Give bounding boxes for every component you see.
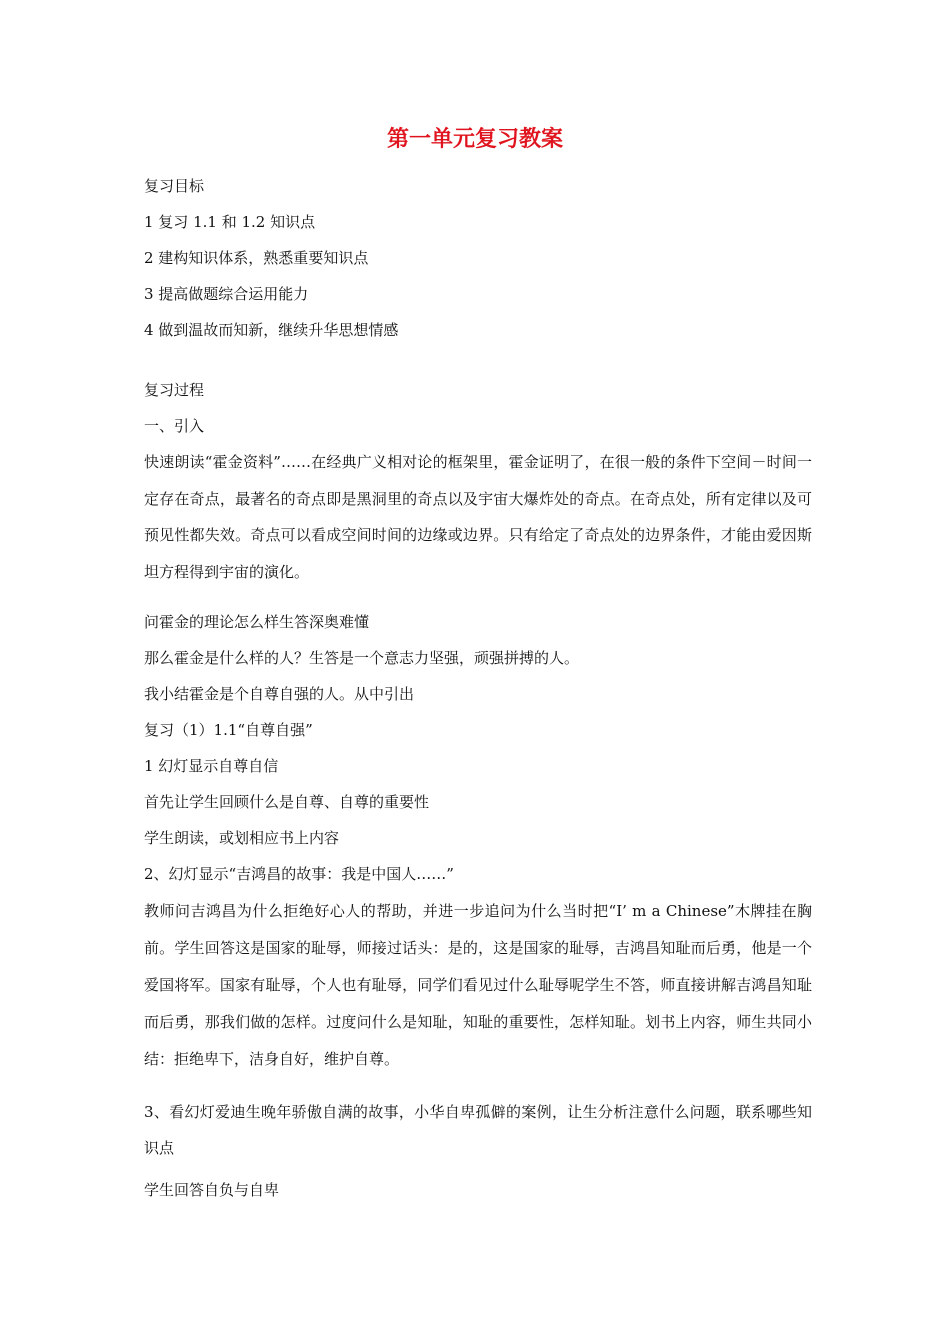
slide-3-paragraph: 3、看幻灯爱迪生晚年骄傲自满的故事，小华自卑孤僻的案例，让生分析注意什么问题，联系哪些知识点 [144, 1103, 812, 1157]
document-title: 第一单元复习教案 [386, 127, 563, 152]
question-line: 那么霍金是什么样的人？生答是一个意志力坚强，顽强拼搏的人。 [144, 649, 580, 667]
goal-item: 1 复习 1.1 和 1.2 知识点 [144, 213, 316, 231]
goals-heading: 复习目标 [144, 177, 205, 195]
goal-item: 3 提高做题综合运用能力 [144, 285, 309, 303]
summary-line: 我小结霍金是个自尊自强的人。从中引出 [144, 685, 415, 703]
hawking-paragraph: 快速朗读“霍金资料”……在经典广义相对论的框架里，霍金证明了，在很一般的条件下空间－时间一定存在奇点，最著名的奇点即是黑洞里的奇点以及宇宙大爆炸处的奇点。在奇点处，所有定律以及可预见性都失效。奇点可以看成空间时间的边缘或边界。只有给定了奇点处的边界条件，才能由爱因斯坦方程得到宇宙的演化。 [144, 453, 812, 581]
section-heading-intro: 一、引入 [144, 417, 205, 435]
goal-item: 2 建构知识体系，熟悉重要知识点 [144, 249, 369, 267]
step-line: 学生朗读，或划相应书上内容 [144, 829, 340, 847]
goal-item: 4 做到温故而知新，继续升华思想情感 [144, 321, 399, 339]
answer-line: 学生回答自负与自卑 [144, 1181, 280, 1199]
process-heading: 复习过程 [144, 381, 205, 399]
step-line: 首先让学生回顾什么是自尊、自尊的重要性 [144, 793, 430, 811]
ji-hongchang-paragraph: 教师问吉鸿昌为什么拒绝好心人的帮助，并进一步追问为什么当时把“I’ m a Chinese”木牌挂在胸前。学生回答这是国家的耻辱，师接过话头：是的，这是国家的耻辱，吉鸿昌知耻而后勇，他是一个爱国将军。国家有耻辱，个人也有耻辱，同学们看见过什么耻辱呢学生不答，师直接讲解吉鸿昌知耻而后勇，那我们做的怎样。过度问什么是知耻，知耻的重要性，怎样知耻。划书上内容，师生共同小结：拒绝卑下，洁身自好，维护自尊。 [144, 902, 812, 1068]
slide-step: 2、幻灯显示“吉鸿昌的故事：我是中国人……” [144, 865, 454, 883]
review-heading: 复习（1）1.1“自尊自强” [144, 721, 313, 739]
slide-step: 1 幻灯显示自尊自信 [144, 757, 279, 775]
question-line: 问霍金的理论怎么样生答深奥难懂 [144, 613, 370, 631]
